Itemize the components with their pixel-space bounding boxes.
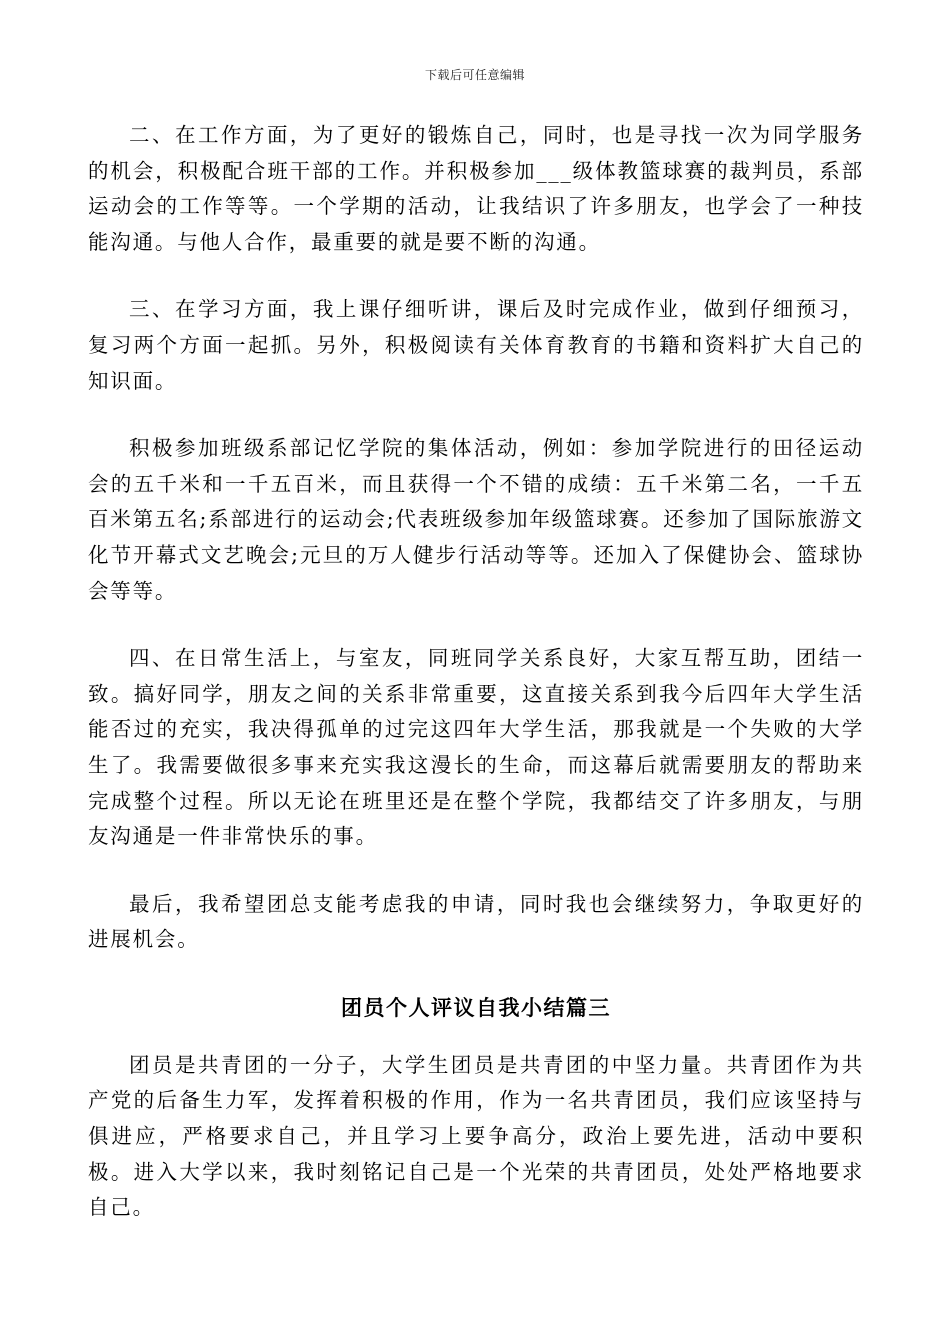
- paragraph-activities: 积极参加班级系部记忆学院的集体活动，例如：参加学院进行的田径运动会的五千米和一千五百米，而且获得一个不错的成绩：五千米第二名，一千五百米第五名;系部进行的运动会;代表班级参加年级篮球赛。还参加了国际旅游文化节开幕式文艺晚会;元旦的万人健步行活动等等。还加入了保健协会、篮球协会等等。: [88, 436, 864, 603]
- paragraph-work: 二、在工作方面，为了更好的锻炼自己，同时，也是寻找一次为同学服务的机会，积极配合班干部的工作。并积极参加___级体教篮球赛的裁判员，系部运动会的工作等等。一个学期的活动，让我结识了许多朋友，也学会了一种技能沟通。与他人合作，最重要的就是要不断的沟通。: [88, 123, 864, 254]
- paragraph-study: 三、在学习方面，我上课仔细听讲，课后及时完成作业，做到仔细预习，复习两个方面一起抓。另外，积极阅读有关体育教育的书籍和资料扩大自己的知识面。: [88, 297, 864, 393]
- document-body: [88, 118, 864, 1258]
- paragraph-closing: 最后，我希望团总支能考虑我的申请，同时我也会继续努力，争取更好的进展机会。: [88, 891, 864, 952]
- section-paragraph: 团员是共青团的一分子，大学生团员是共青团的中坚力量。共青团作为共产党的后备生力军，发挥着积极的作用，作为一名共青团员，我们应该坚持与俱进应，严格要求自己，并且学习上要争高分，政治上要先进，活动中要积极。进入大学以来，我时刻铭记自己是一个光荣的共青团员，处处严格地要求自己。: [88, 1052, 864, 1220]
- section-title: 团员个人评议自我小结篇三: [341, 994, 611, 1020]
- paragraph-daily-life: 四、在日常生活上，与室友，同班同学关系良好，大家互帮互助，团结一致。搞好同学，朋友之间的关系非常重要，这直接关系到我今后四年大学生活能否过的充实，我决得孤单的过完这四年大学生活，那我就是一个失败的大学生了。我需要做很多事来充实我这漫长的生命，而这幕后就需要朋友的帮助来完成整个过程。所以无论在班里还是在整个学院，我都结交了许多朋友，与朋友沟通是一件非常快乐的事。: [88, 646, 864, 849]
- header-note: 下载后可任意编辑: [424, 68, 525, 82]
